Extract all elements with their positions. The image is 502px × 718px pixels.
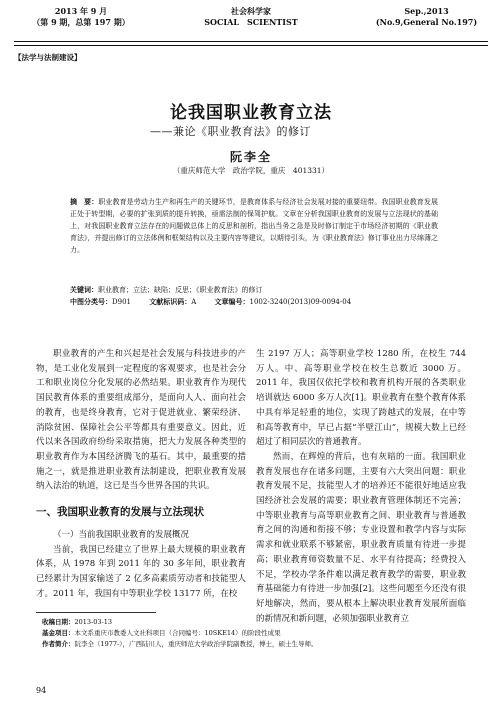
body-paragraph: 职业教育的产生和兴起是社会发展与科技进步的产物，是工业化发展到一定程度的客观要求，也是社会分工和职业岗位分化发展的必然结果。职业教育作为现代国民教育体系的重要组成部分，是面向人人、面向社会的教育，也是终身教育，它对于促进就业、繁荣经济、消除贫困、保障社会公平等都具有重要意义。因此，近代以来各国政府纷纷采取措施，把大力发展各种类型的职业教育作为本国经济腾飞的基石。其中，最重要的措施之一，就是推进职业教育法制建设，把职业教育发展纳入法治的轨道，这已是当今世界各国的共识。 xyxy=(36,349,246,492)
author-affiliation: （重庆师范大学 政治学院，重庆 401331） xyxy=(172,166,330,175)
header-issue-en: (No.9,General No.197) xyxy=(375,17,478,27)
section-heading-1: 一、我国职业教育的发展与立法现状 xyxy=(36,506,204,519)
header-date-en: Sep.,2013 xyxy=(404,6,449,16)
body-paragraph: 当前，我国已经建立了世界上最大规模的职业教育体系，从 1978 年到 2011 年的 30 多年间，职业教育已经累计为国家输送了 2 亿多高素质劳动者和技能型人才。2011 年，我国有中等职业学校 13177 所，在校 xyxy=(36,544,246,599)
author-info-label: 作者简介： xyxy=(42,640,75,648)
classification-line xyxy=(70,297,367,308)
author-info-value: 阮李全（1977-），广西陆川人，重庆师范大学政治学院副教授，博士，硕士生导师。 xyxy=(74,640,318,648)
fund-label: 基金项目： xyxy=(42,629,75,637)
section-tag: 【法学与法制建设】 xyxy=(14,53,82,62)
keywords-label: 关键词： xyxy=(70,286,98,294)
footnote-rule xyxy=(36,612,156,613)
subsection-heading: （一）当前我国职业教育的发展概况 xyxy=(53,530,190,541)
header-journal-en: SOCIAL SCIENTIST xyxy=(204,17,298,27)
header-journal-cn: 社会科学家 xyxy=(231,6,271,16)
body-paragraph: 生 2197 万人；高等职业学校 1280 所，在校生 744 万人。中、高等职业学校在校生总数近 3000 万。2011 年，我国仅依托学校和教育机构开展的各类职业培训就达 6000 多万人次[1]。职业教育在整个教育体系中具有举足轻重的地位，实现了跨越式的发展，在中等和高等教育中，早已占据“半壁江山”，规模大数上已经超过了相同层次的普通教育。 xyxy=(256,349,466,448)
fund-value: 本文系重庆市教委人文社科项目（合同编号：10SKE14）的阶段性成果 xyxy=(74,629,281,637)
journal-header xyxy=(14,6,488,28)
footnote-received xyxy=(42,617,112,627)
header-rule-thick xyxy=(14,41,488,42)
clc-value: D901 xyxy=(112,298,131,306)
footnote-fund xyxy=(42,628,281,638)
keywords-text: 职业教育；立法；缺陷；反思；《职业教育法》的修订 xyxy=(98,286,263,294)
article-id xyxy=(215,298,352,306)
received-value: 2013-03-13 xyxy=(74,618,112,626)
received-label: 收稿日期： xyxy=(42,618,75,626)
doc-code-value: A xyxy=(191,298,197,306)
body-paragraph: 然而，在辉煌的背后，也有灰暗的一面。我国职业教育发展也存在诸多问题，主要有六大突出问题：职业教育发展不足，技能型人才的培养还不能很好地适应我国经济社会发展的需要；职业教育管理体制还不完善；中等职业教育与高等职业教育之间、职业教育与普通教育之间的沟通和衔接不够；专业设置和教学内容与实际需求和就业联系不够紧密，职业教育质量有待进一步提高；职业教育师资数量不足、水平有待提高；经费投入不足，学校办学条件难以满足教育教学的需要，职业教育基础能力有待进一步加强[2]。这些问题至今还没有很好地解决，然而，要从根本上解决职业教育发展所面临的新情况和新问题，必须加强职业教育立 xyxy=(256,451,466,624)
clc xyxy=(70,298,131,306)
body-column-right xyxy=(256,347,466,626)
abstract xyxy=(70,196,438,256)
article-id-label: 文章编号： xyxy=(214,298,250,306)
page-number: 94 xyxy=(36,686,47,695)
clc-label: 中图分类号： xyxy=(70,298,112,306)
doc-code xyxy=(149,298,196,306)
doc-code-label: 文献标识码： xyxy=(149,298,192,306)
article-subtitle: ——兼论《职业教育法》的修订 xyxy=(150,125,311,138)
article-title: 论我国职业教育立法 xyxy=(170,103,332,123)
article-id-value: 1002-3240(2013)09-0094-04 xyxy=(249,298,352,306)
keywords xyxy=(70,285,438,296)
article-author: 阮李全 xyxy=(229,150,272,164)
footnote-author xyxy=(42,639,318,649)
header-date: 2013 年 9 月 xyxy=(54,6,108,16)
abstract-text: 职业教育是劳动力生产和再生产的关键环节，是教育体系与经济社会发展对接的重要纽带。我国职业教育发展正处于转型期，必要的扩张到质的提升转换，亟需法制的保驾护航。文章在分析我国职业教育的发展与立法现状的基础上，对我国职业教育立法存在的问题做总体上的反思和剖析，指出当务之急是及时修订制定于市场经济初期的《职业教育法》，并提出修订的立法体例和框架结构以及主要内容等建议，以期待引头，为《职业教育法》修订事业出力尽绵薄之力。 xyxy=(70,198,439,254)
body-column-left xyxy=(36,347,246,602)
abstract-label: 摘 要： xyxy=(70,198,99,206)
header-issue: （第 9 期，总第 197 期） xyxy=(32,17,130,27)
header-rule-thin xyxy=(14,45,488,46)
